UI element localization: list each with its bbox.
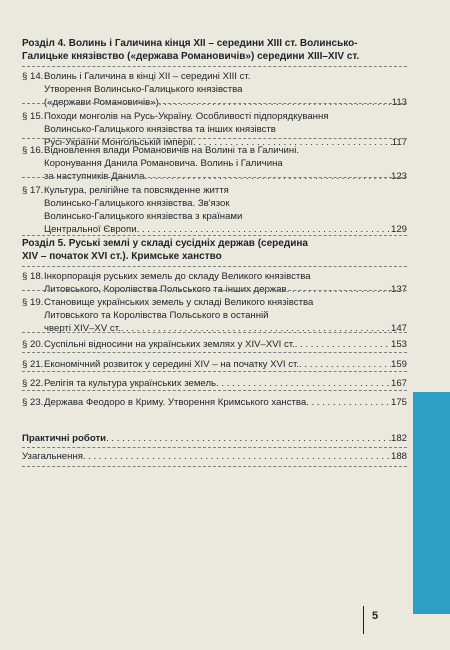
page-ref: 182: [390, 433, 407, 444]
page-ref: 137: [390, 284, 407, 295]
leader-dots: [306, 396, 391, 409]
entry-title-line: чверті XIV–XV ст.: [44, 323, 121, 334]
page-ref: 175: [390, 397, 407, 408]
divider: [22, 177, 407, 178]
page-ref: 153: [390, 339, 407, 350]
page-ref: 188: [390, 451, 407, 462]
entry-title-line: Відновлення влади Романовичів на Волині та в Галичині.: [44, 145, 300, 156]
divider: [22, 352, 407, 353]
divider: [22, 235, 407, 236]
leader-dots: [216, 377, 391, 390]
divider: [22, 290, 407, 291]
section-title-line: XIV – початок XVI ст.). Кримське ханство: [22, 250, 222, 262]
paragraph-number: § 15.: [22, 111, 44, 122]
paragraph-number: § 17.: [22, 185, 44, 196]
entry-title-line: Волинсько-Галицького князівства та інших князівств: [44, 124, 276, 135]
page-ref: 113: [391, 97, 407, 108]
section-title-line: Розділ 4. Волинь і Галичина кінця XII – середини XIII ст. Волинсько-: [22, 38, 358, 49]
paragraph-number: § 18.: [22, 271, 44, 282]
toc-entry[interactable]: [22, 184, 407, 236]
section-title-line: Галицьке князівство («держава Романовичів») середини XIII–XIV ст.: [22, 50, 360, 62]
page-ref: 159: [390, 359, 407, 370]
section-5-title[interactable]: [22, 238, 410, 263]
entry-title-line: Культура, релігійне та повсякденне життя: [44, 185, 229, 196]
entry-title-line: Литовського та Королівства Польського в останній: [44, 310, 269, 321]
paragraph-number: § 20.: [22, 339, 44, 350]
entry-title-line: Становище українських земель у складі Великого князівства: [44, 297, 314, 308]
divider: [22, 332, 407, 333]
entry-title-line: Волинсько-Галицького князівства з країнами: [44, 211, 243, 222]
page-number: 5: [372, 610, 379, 622]
toc-entry[interactable]: [22, 338, 407, 351]
paragraph-number: § 21.: [22, 359, 44, 370]
paragraph-number: § 22.: [22, 378, 44, 389]
page-ref: 129: [390, 224, 407, 235]
section-4-title[interactable]: [22, 38, 410, 63]
entry-title-line: Утворення Волинсько-Галицького князівства: [44, 84, 243, 95]
entry-title-line: Литовського, Королівства Польського та інших держав: [44, 284, 287, 295]
page-ref: 167: [390, 378, 407, 389]
page-ref: 123: [390, 171, 407, 182]
toc-entry-practical[interactable]: [22, 433, 407, 444]
section-title-line: Розділ 5. Руські землі у складі сусідніх держав (середина: [22, 238, 308, 249]
entry-title-line: Релігія та культура українських земель: [44, 378, 217, 389]
entry-title-line: («держави Романовичів»): [44, 97, 159, 108]
toc-entry-summary[interactable]: [22, 451, 407, 462]
paragraph-number: § 23.: [22, 397, 44, 408]
practical-label: Практичні роботи: [22, 433, 107, 444]
side-color-tab: [413, 392, 450, 614]
toc-entry[interactable]: [22, 358, 407, 371]
entry-title-line: Держава Феодоро в Криму. Утворення Кримського ханства: [44, 397, 307, 408]
divider: [22, 138, 407, 139]
entry-title-line: Волинь і Галичина в кінці XII – середині XIII ст.: [44, 71, 251, 82]
toc-entry[interactable]: [22, 396, 407, 409]
divider: [22, 266, 407, 267]
divider: [22, 390, 407, 391]
entry-title-line: Коронування Данила Романовича. Волинь і Галичина: [44, 158, 283, 169]
entry-title-line: Економічний розвиток у середині XIV – на початку XVI ст.: [44, 359, 300, 370]
leader-dots: [83, 451, 391, 462]
toc-entry[interactable]: [22, 270, 407, 296]
leader-dots: [121, 322, 391, 335]
entry-title-line: за наступників Данила: [44, 171, 145, 182]
divider: [22, 466, 407, 467]
paragraph-number: § 14.: [22, 71, 44, 82]
toc-entry[interactable]: [22, 377, 407, 390]
divider: [22, 447, 407, 448]
entry-title-line: Волинсько-Галицького князівства. Зв'язок: [44, 198, 230, 209]
paragraph-number: § 19.: [22, 297, 44, 308]
leader-dots: [106, 433, 391, 444]
entry-title-line: Русі-України Монгольській імперії: [44, 137, 194, 148]
leader-dots: [295, 338, 391, 351]
divider: [22, 371, 407, 372]
leader-dots: [299, 358, 391, 371]
entry-title-line: Суспільні відносини на українських землях у XIV–XVI ст.: [44, 339, 295, 350]
page-number-bar: [363, 606, 364, 634]
divider: [22, 103, 407, 104]
paragraph-number: § 16.: [22, 145, 44, 156]
toc-entry[interactable]: [22, 296, 407, 335]
entry-title-line: Походи монголів на Русь-Україну. Особливості підпорядкування: [44, 111, 329, 122]
page-ref: 147: [390, 323, 407, 334]
summary-label: Узагальнення: [22, 451, 83, 462]
entry-title-line: Інкорпорація руських земель до складу Великого князівства: [44, 271, 311, 282]
page-ref: 117: [391, 137, 407, 148]
divider: [22, 66, 407, 67]
entry-title-line: Центральної Європи: [44, 224, 137, 235]
